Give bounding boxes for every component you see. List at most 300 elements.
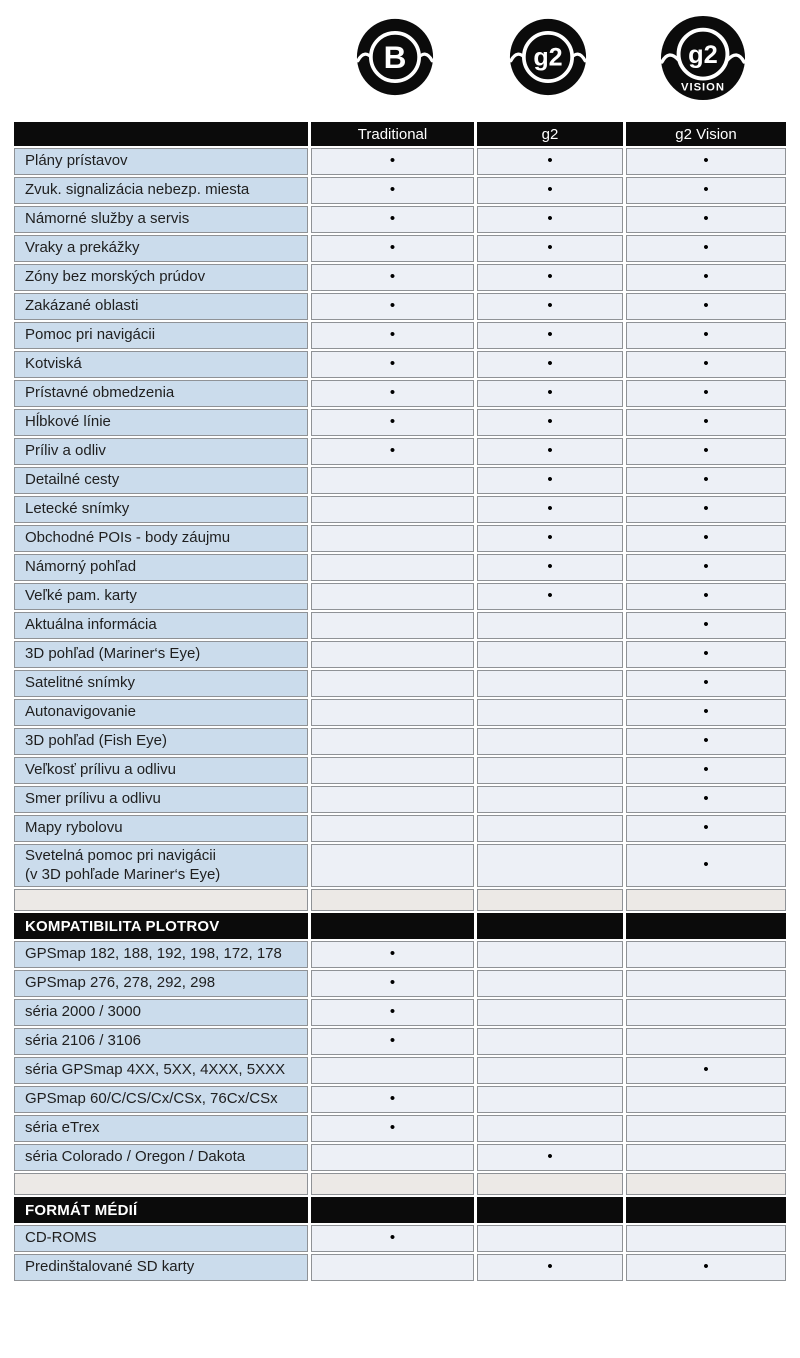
row-label — [14, 641, 308, 668]
row-label-line1: Vraky a prekážky — [25, 239, 140, 257]
section-header-cell — [626, 1197, 786, 1223]
feature-dot-cell — [477, 496, 623, 523]
feature-dot-cell — [311, 380, 474, 407]
feature-dot-cell — [626, 583, 786, 610]
feature-empty-cell — [477, 1057, 623, 1084]
feature-empty-cell — [626, 1144, 786, 1171]
table-row — [14, 467, 786, 494]
bullet-dot: • — [703, 1258, 709, 1275]
bullet-dot: • — [547, 500, 553, 517]
table-row — [14, 641, 786, 668]
row-label — [14, 670, 308, 697]
feature-dot-cell — [477, 409, 623, 436]
table-row — [14, 1115, 786, 1142]
feature-empty-cell — [626, 970, 786, 997]
row-label — [14, 1225, 308, 1252]
row-label-line1: Predinštalované SD karty — [25, 1258, 195, 1276]
bullet-dot: • — [389, 210, 396, 227]
row-label-line1: Svetelná pomoc pri navigácii — [25, 847, 216, 865]
row-label-line1: Zóny bez morských prúdov — [25, 268, 206, 286]
bullet-dot: • — [389, 1229, 396, 1246]
bullet-dot: • — [389, 974, 396, 991]
row-label — [14, 1254, 308, 1281]
bullet-dot: • — [703, 790, 709, 807]
row-label — [14, 264, 308, 291]
spacer-cell — [477, 889, 623, 911]
feature-dot-cell — [311, 206, 474, 233]
spacer-cell — [14, 889, 308, 911]
row-label — [14, 786, 308, 813]
row-label-line1: Zakázané oblasti — [25, 297, 139, 315]
feature-dot-cell — [311, 177, 474, 204]
bullet-dot: • — [547, 152, 553, 169]
row-label-line1: GPSmap 60/C/CS/Cx/CSx, 76Cx/CSx — [25, 1090, 278, 1108]
logo-strip — [0, 0, 800, 118]
table-row — [14, 351, 786, 378]
feature-dot-cell — [311, 1225, 474, 1252]
bullet-dot: • — [703, 500, 709, 517]
row-label-line1: Mapy rybolovu — [25, 819, 123, 837]
feature-dot-cell — [311, 148, 474, 175]
bullet-dot: • — [389, 1090, 396, 1107]
feature-empty-cell — [626, 999, 786, 1026]
row-label — [14, 728, 308, 755]
bullet-dot: • — [389, 1032, 396, 1049]
table-row — [14, 177, 786, 204]
feature-empty-cell — [311, 1254, 474, 1281]
bullet-dot: • — [389, 152, 396, 169]
row-label — [14, 941, 308, 968]
table-row — [14, 206, 786, 233]
g2-logo-letter: g2 — [533, 43, 563, 72]
feature-dot-cell — [626, 235, 786, 262]
bullet-dot: • — [547, 442, 553, 459]
feature-empty-cell — [311, 583, 474, 610]
feature-dot-cell — [311, 999, 474, 1026]
row-label-line1: Hĺbkové línie — [25, 413, 111, 431]
feature-dot-cell — [477, 293, 623, 320]
feature-empty-cell — [477, 815, 623, 842]
feature-empty-cell — [477, 1225, 623, 1252]
table-row — [14, 970, 786, 997]
row-label-line1: Veľkosť prílivu a odlivu — [25, 761, 176, 779]
feature-empty-cell — [626, 1225, 786, 1252]
row-label — [14, 583, 308, 610]
section-header-cell — [477, 1197, 623, 1223]
bullet-dot: • — [703, 152, 709, 169]
table-row — [14, 583, 786, 610]
bullet-dot: • — [547, 529, 553, 546]
section-header-row — [14, 913, 786, 939]
feature-empty-cell — [626, 1086, 786, 1113]
table-row — [14, 815, 786, 842]
table-row — [14, 235, 786, 262]
feature-dot-cell — [477, 1144, 623, 1171]
row-label-line1: Satelitné snímky — [25, 674, 136, 692]
feature-dot-cell — [626, 815, 786, 842]
table-row — [14, 612, 786, 639]
row-label — [14, 525, 308, 552]
bullet-dot: • — [547, 326, 553, 343]
row-label-line1: Smer prílivu a odlivu — [25, 790, 161, 808]
bullet-dot: • — [703, 239, 709, 256]
table-header-row — [14, 122, 786, 146]
feature-dot-cell — [477, 235, 623, 262]
feature-dot-cell — [626, 728, 786, 755]
section-header-row — [14, 1197, 786, 1223]
row-label — [14, 1086, 308, 1113]
row-label-line1: Príliv a odliv — [25, 442, 106, 460]
table-body — [14, 148, 786, 1281]
feature-dot-cell — [311, 1086, 474, 1113]
bullet-dot: • — [389, 355, 396, 372]
row-label-line2: (v 3D pohľade Mariner‘s Eye) — [25, 865, 221, 883]
row-label-line1: Námorný pohľad — [25, 558, 137, 576]
row-label-line1: Letecké snímky — [25, 500, 130, 518]
row-label — [14, 612, 308, 639]
row-label-line1: Kotviská — [25, 355, 82, 373]
row-label — [14, 438, 308, 465]
feature-dot-cell — [311, 351, 474, 378]
feature-empty-cell — [477, 641, 623, 668]
feature-dot-cell — [626, 844, 786, 887]
feature-dot-cell — [626, 1254, 786, 1281]
feature-dot-cell — [626, 525, 786, 552]
feature-dot-cell — [626, 293, 786, 320]
row-label — [14, 757, 308, 784]
row-label — [14, 206, 308, 233]
bullet-dot: • — [547, 587, 553, 604]
section-header-title: FORMÁT MÉDIÍ — [14, 1197, 308, 1223]
bullet-dot: • — [703, 210, 709, 227]
bullet-dot: • — [389, 413, 396, 430]
table-row — [14, 1144, 786, 1171]
feature-dot-cell — [477, 1254, 623, 1281]
spacer-cell — [626, 1173, 786, 1195]
feature-dot-cell — [477, 177, 623, 204]
feature-empty-cell — [311, 1057, 474, 1084]
row-label-line1: séria Colorado / Oregon / Dakota — [25, 1148, 246, 1166]
row-label — [14, 844, 308, 887]
bluechart-g2-vision-logo-icon — [660, 15, 746, 101]
feature-dot-cell — [626, 148, 786, 175]
feature-dot-cell — [626, 612, 786, 639]
feature-empty-cell — [477, 844, 623, 887]
bullet-dot: • — [547, 239, 553, 256]
feature-dot-cell — [626, 699, 786, 726]
column-header-g2-vision: g2 Vision — [626, 122, 786, 146]
feature-dot-cell — [626, 641, 786, 668]
table-row — [14, 1057, 786, 1084]
feature-empty-cell — [477, 786, 623, 813]
row-label-line1: CD-ROMS — [25, 1229, 97, 1247]
feature-empty-cell — [477, 999, 623, 1026]
feature-dot-cell — [311, 1028, 474, 1055]
row-label — [14, 1028, 308, 1055]
feature-empty-cell — [477, 757, 623, 784]
row-label — [14, 322, 308, 349]
feature-dot-cell — [311, 264, 474, 291]
row-label-line1: Obchodné POIs - body záujmu — [25, 529, 231, 547]
bullet-dot: • — [389, 181, 396, 198]
table-row — [14, 941, 786, 968]
bullet-dot: • — [547, 268, 553, 285]
feature-dot-cell — [626, 496, 786, 523]
row-label-line1: 3D pohľad (Mariner‘s Eye) — [25, 645, 201, 663]
bullet-dot: • — [703, 529, 709, 546]
bullet-dot: • — [547, 471, 553, 488]
section-header-cell — [477, 913, 623, 939]
feature-empty-cell — [311, 467, 474, 494]
row-label-line1: séria 2000 / 3000 — [25, 1003, 141, 1021]
feature-empty-cell — [311, 641, 474, 668]
feature-dot-cell — [477, 206, 623, 233]
feature-empty-cell — [477, 1115, 623, 1142]
bullet-dot: • — [703, 761, 709, 778]
row-label-line1: Plány prístavov — [25, 152, 128, 170]
row-label-line1: Námorné služby a servis — [25, 210, 190, 228]
bullet-dot: • — [389, 239, 396, 256]
section-header-title: KOMPATIBILITA PLOTROV — [14, 913, 308, 939]
feature-dot-cell — [626, 467, 786, 494]
bullet-dot: • — [703, 1061, 709, 1078]
traditional-logo-letter: B — [383, 39, 407, 76]
row-label-line1: Veľké pam. karty — [25, 587, 137, 605]
feature-dot-cell — [311, 293, 474, 320]
bluechart-traditional-logo-icon — [356, 18, 434, 96]
bullet-dot: • — [389, 268, 396, 285]
bullet-dot: • — [703, 326, 709, 343]
table-row — [14, 728, 786, 755]
table-row — [14, 409, 786, 436]
table-row — [14, 1028, 786, 1055]
table-row — [14, 554, 786, 581]
table-row — [14, 496, 786, 523]
feature-dot-cell — [311, 235, 474, 262]
feature-dot-cell — [626, 264, 786, 291]
bullet-dot: • — [703, 587, 709, 604]
bullet-dot: • — [703, 355, 709, 372]
column-header-g2: g2 — [477, 122, 623, 146]
row-label — [14, 1057, 308, 1084]
table-row — [14, 148, 786, 175]
row-label-line1: 3D pohľad (Fish Eye) — [25, 732, 167, 750]
feature-dot-cell — [626, 670, 786, 697]
spacer-row — [14, 889, 786, 911]
bullet-dot: • — [389, 297, 396, 314]
feature-dot-cell — [626, 554, 786, 581]
bullet-dot: • — [389, 384, 396, 401]
bullet-dot: • — [703, 384, 709, 401]
table-row — [14, 1254, 786, 1281]
g2-vision-logo-subtext: VISION — [681, 81, 725, 94]
feature-empty-cell — [311, 612, 474, 639]
feature-dot-cell — [311, 322, 474, 349]
feature-empty-cell — [311, 699, 474, 726]
feature-dot-cell — [477, 525, 623, 552]
feature-dot-cell — [626, 177, 786, 204]
row-label — [14, 699, 308, 726]
bullet-dot: • — [547, 1148, 553, 1165]
row-label-line1: GPSmap 276, 278, 292, 298 — [25, 974, 216, 992]
section-header-cell — [311, 1197, 474, 1223]
bullet-dot: • — [547, 384, 553, 401]
row-label-line1: Pomoc pri navigácii — [25, 326, 156, 344]
table-row — [14, 1086, 786, 1113]
feature-dot-cell — [477, 438, 623, 465]
feature-empty-cell — [311, 786, 474, 813]
feature-dot-cell — [477, 554, 623, 581]
bullet-dot: • — [547, 210, 553, 227]
table-row — [14, 380, 786, 407]
bullet-dot: • — [547, 558, 553, 575]
header-empty-cell — [14, 122, 308, 146]
feature-empty-cell — [477, 612, 623, 639]
bullet-dot: • — [547, 413, 553, 430]
feature-dot-cell — [477, 148, 623, 175]
table-row — [14, 293, 786, 320]
feature-empty-cell — [311, 844, 474, 887]
feature-empty-cell — [477, 1086, 623, 1113]
table-row — [14, 786, 786, 813]
bullet-dot: • — [703, 616, 709, 633]
feature-dot-cell — [626, 206, 786, 233]
feature-dot-cell — [626, 351, 786, 378]
bullet-dot: • — [703, 819, 709, 836]
bullet-dot: • — [389, 1119, 396, 1136]
row-label — [14, 177, 308, 204]
feature-empty-cell — [477, 699, 623, 726]
feature-dot-cell — [477, 351, 623, 378]
spacer-cell — [311, 889, 474, 911]
table-row — [14, 699, 786, 726]
feature-dot-cell — [626, 757, 786, 784]
row-label — [14, 999, 308, 1026]
row-label-line1: GPSmap 182, 188, 192, 198, 172, 178 — [25, 945, 282, 963]
bullet-dot: • — [703, 645, 709, 662]
table-row — [14, 1225, 786, 1252]
feature-dot-cell — [311, 1115, 474, 1142]
row-label — [14, 554, 308, 581]
row-label — [14, 380, 308, 407]
bullet-dot: • — [547, 297, 553, 314]
row-label — [14, 496, 308, 523]
bullet-dot: • — [703, 856, 709, 873]
bullet-dot: • — [389, 945, 396, 962]
feature-dot-cell — [477, 264, 623, 291]
feature-dot-cell — [626, 380, 786, 407]
row-label-line1: Prístavné obmedzenia — [25, 384, 175, 402]
feature-empty-cell — [626, 941, 786, 968]
feature-empty-cell — [626, 1115, 786, 1142]
row-label-line1: Aktuálna informácia — [25, 616, 157, 634]
table-row — [14, 525, 786, 552]
bullet-dot: • — [703, 674, 709, 691]
table-row — [14, 670, 786, 697]
feature-dot-cell — [626, 786, 786, 813]
section-header-cell — [311, 913, 474, 939]
table-row — [14, 757, 786, 784]
feature-empty-cell — [626, 1028, 786, 1055]
feature-empty-cell — [311, 757, 474, 784]
row-label — [14, 235, 308, 262]
row-label — [14, 970, 308, 997]
feature-empty-cell — [477, 1028, 623, 1055]
row-label-line1: séria GPSmap 4XX, 5XX, 4XXX, 5XXX — [25, 1061, 286, 1079]
feature-empty-cell — [477, 670, 623, 697]
bullet-dot: • — [703, 471, 709, 488]
bluechart-g2-logo-icon — [509, 18, 587, 96]
feature-empty-cell — [311, 815, 474, 842]
feature-dot-cell — [626, 438, 786, 465]
feature-dot-cell — [626, 322, 786, 349]
feature-dot-cell — [311, 409, 474, 436]
row-label — [14, 351, 308, 378]
bullet-dot: • — [703, 297, 709, 314]
bullet-dot: • — [703, 413, 709, 430]
bullet-dot: • — [703, 181, 709, 198]
table-row — [14, 999, 786, 1026]
row-label — [14, 293, 308, 320]
feature-empty-cell — [311, 525, 474, 552]
table-row — [14, 844, 786, 887]
bullet-dot: • — [389, 1003, 396, 1020]
table-row — [14, 322, 786, 349]
feature-dot-cell — [477, 467, 623, 494]
bullet-dot: • — [703, 268, 709, 285]
table-row — [14, 264, 786, 291]
bullet-dot: • — [703, 558, 709, 575]
row-label-line1: séria 2106 / 3106 — [25, 1032, 141, 1050]
bullet-dot: • — [389, 442, 396, 459]
comparison-table — [14, 122, 786, 1283]
bullet-dot: • — [703, 442, 709, 459]
spacer-cell — [477, 1173, 623, 1195]
feature-empty-cell — [311, 496, 474, 523]
feature-dot-cell — [626, 409, 786, 436]
row-label — [14, 148, 308, 175]
bullet-dot: • — [703, 703, 709, 720]
row-label-line1: séria eTrex — [25, 1119, 100, 1137]
row-label-line1: Zvuk. signalizácia nebezp. miesta — [25, 181, 250, 199]
feature-empty-cell — [477, 941, 623, 968]
feature-dot-cell — [477, 380, 623, 407]
g2-vision-logo-letter: g2 — [688, 40, 718, 69]
feature-dot-cell — [311, 438, 474, 465]
feature-empty-cell — [311, 1144, 474, 1171]
spacer-cell — [311, 1173, 474, 1195]
feature-dot-cell — [311, 970, 474, 997]
feature-dot-cell — [626, 1057, 786, 1084]
row-label — [14, 467, 308, 494]
bullet-dot: • — [547, 1258, 553, 1275]
row-label — [14, 409, 308, 436]
feature-empty-cell — [477, 728, 623, 755]
spacer-row — [14, 1173, 786, 1195]
bullet-dot: • — [389, 326, 396, 343]
feature-empty-cell — [477, 970, 623, 997]
feature-dot-cell — [311, 941, 474, 968]
feature-dot-cell — [477, 583, 623, 610]
row-label-line1: Autonavigovanie — [25, 703, 136, 721]
table-row — [14, 438, 786, 465]
spacer-cell — [14, 1173, 308, 1195]
feature-dot-cell — [477, 322, 623, 349]
section-header-cell — [626, 913, 786, 939]
bullet-dot: • — [703, 732, 709, 749]
feature-empty-cell — [311, 728, 474, 755]
row-label — [14, 1144, 308, 1171]
